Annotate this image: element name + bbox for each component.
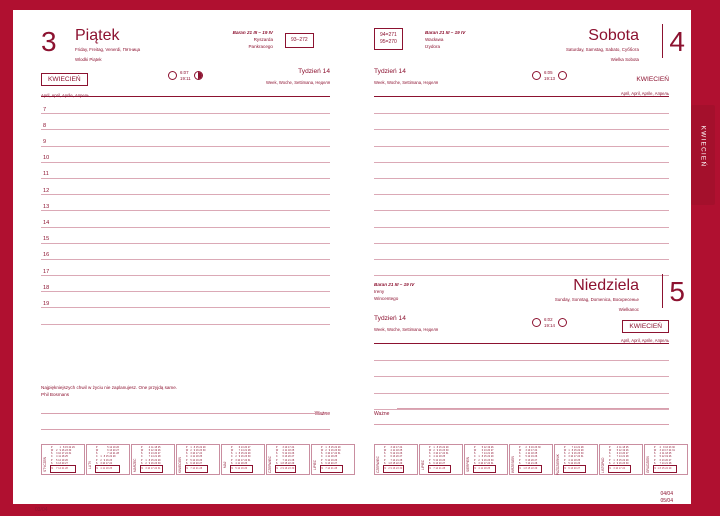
right-sunrise: 6:05	[544, 70, 553, 75]
right-day-name-langs: Saturday, Samstag, Sabato, Cуббота	[565, 47, 639, 52]
quote-text: Najpiękniejszych chwil w życiu nie zaplanujesz. One przyjdą same.	[41, 385, 178, 390]
left-week-block	[266, 68, 330, 85]
calendar-month: KWIECIEŃ P 1 8 15 22 29 W 2 9 16 23 30 Ś 3 10 17 24 C 4 11 18 25 P 5 12 19 26 S 6 13 20 27 N 7 14 21 28	[176, 444, 220, 475]
right-page-number: 04/04 05/04	[660, 491, 673, 504]
right-week-langs: Week, Woche, Settimana, Неделя	[374, 80, 439, 85]
left-day-name: Piątek	[75, 27, 120, 44]
left-important-line-2[interactable]	[41, 429, 330, 430]
note-row[interactable]	[374, 345, 669, 361]
note-row[interactable]	[374, 130, 669, 146]
left-sunrise: 6:07	[180, 70, 189, 75]
right-bottom-sunrise: 6:02	[544, 317, 553, 322]
left-day-name-langs: Friday, Freitag, Venerdi, Пятница	[75, 47, 141, 52]
note-row[interactable]	[374, 260, 669, 276]
right-note-list-top	[374, 98, 669, 276]
calendar-grid: P 2 9 16 23 30 W 3 10 17 24 Ś 4 11 18 25 C 5 12 19 26 P 6 13 20 27 S 7 14 21 28 N 1 8 15 22 29	[518, 446, 551, 473]
calendar-grid: P 3 10 17 24 W 4 11 18 25 Ś 5 12 19 26 C 6 13 20 27 P 7 14 21 28 S 1 8 15 22 29 N 2 9 16 23 30	[383, 446, 416, 473]
right-page	[352, 10, 691, 504]
right-bottom-day-number: 5	[669, 276, 685, 307]
note-row[interactable]	[374, 377, 669, 393]
left-page-number: 03/04	[35, 507, 48, 513]
right-bottom-week-label: Tydzień 14	[374, 315, 406, 322]
hour-row[interactable]: 14	[41, 211, 330, 227]
left-header-divider	[41, 96, 330, 97]
note-row[interactable]	[374, 163, 669, 179]
right-month-block	[621, 68, 669, 96]
month-tab-label: KWIECIEŃ	[699, 125, 707, 168]
right-bottom-zodiac: Baran 21 III – 19 IV	[374, 282, 415, 287]
left-quote-block	[41, 385, 330, 399]
right-nameday-2: Izydora	[425, 43, 441, 49]
right-bottom-nameday-1: Ireny	[374, 288, 385, 294]
right-name-days-label: Wielka Sobota	[610, 56, 639, 62]
hour-row[interactable]: 16	[41, 244, 330, 260]
note-row[interactable]	[374, 179, 669, 195]
left-page	[13, 10, 352, 513]
note-row[interactable]	[41, 308, 330, 324]
calendar-grid: P 5 12 19 26 W 6 13 20 27 Ś 7 14 21 28 C 1 8 15 22 29 P 2 9 16 23 30 S 3 10 17 24 31 N 4 11 18 25	[473, 446, 506, 473]
calendar-month: GRUDZIEŃ P 2 9 16 23 30 W 3 10 17 24 31 Ś 4 11 18 25 C 5 12 19 26 P 6 13 20 27 S 7 14 21 28 N 1 8 15 22 29	[644, 444, 688, 475]
hour-row[interactable]: 17	[41, 260, 330, 276]
calendar-grid: P 4 11 18 25 W 5 12 19 26 Ś 6 13 20 27 C 7 14 21 28 P 1 8 15 22 29 S 2 9 16 23 30 N 3 10 17 24 31	[140, 446, 173, 473]
right-note-list-bottom	[374, 345, 669, 410]
left-sun-moon-icons	[168, 70, 203, 82]
right-sun-moon-icons	[532, 70, 567, 82]
hour-row[interactable]: 12	[41, 179, 330, 195]
left-zodiac-block	[195, 30, 273, 51]
calendar-month: LIPIEC P 1 8 15 22 29 W 2 9 16 23 30 Ś 3 10 17 24 31 C 4 11 18 25 P 5 12 19 26 S 6 13 20 27 N 7 14 21 28	[419, 444, 463, 475]
note-row[interactable]	[374, 228, 669, 244]
calendar-month: CZERWIEC P 3 10 17 24 W 4 11 18 25 Ś 5 12 19 26 C 6 13 20 27 P 7 14 21 28 S 1 8 15 22 29 N 2 9 16 23 30	[266, 444, 310, 475]
left-month-label: KWIECIEŃ	[41, 73, 88, 86]
hour-row[interactable]: 19	[41, 292, 330, 308]
planner-paper	[13, 10, 691, 513]
hour-row[interactable]: 9	[41, 130, 330, 146]
left-zodiac: Baran 21 III – 19 IV	[232, 30, 273, 35]
calendar-grid: P 1 8 15 22 29 W 2 9 16 23 30 Ś 3 10 17 24 31 C 4 11 18 25 P 5 12 19 26 S 6 13 20 27 N 7 14 21 28	[320, 446, 353, 473]
right-bottom-nameday-2: Wincentego	[374, 295, 399, 301]
calendar-month: SIERPIEŃ P 5 12 19 26 W 6 13 20 27 Ś 7 14 21 28 C 1 8 15 22 29 P 2 9 16 23 30 S 3 10 17 24 31 N 4 11 18 25	[464, 444, 508, 475]
left-month-langs: April, April, Aprile, Апрель	[41, 93, 90, 98]
right-bottom-day-divider	[662, 274, 663, 308]
right-important-line-1[interactable]	[397, 408, 669, 409]
calendar-month: MARZEC P 4 11 18 25 W 5 12 19 26 Ś 6 13 20 27 C 7 14 21 28 P 1 8 15 22 29 S 2 9 16 23 30 N 3 10 17 24 31	[131, 444, 175, 475]
right-day-name-block	[464, 28, 639, 64]
calendar-month: STYCZEŃ P 1 8 15 22 29 W 2 9 16 23 30 Ś 3 10 17 24 31 C 4 11 18 25 P 5 12 19 26 S 6 13 20 27 N 7 14 21 28	[41, 444, 85, 475]
note-row[interactable]	[374, 147, 669, 163]
calendar-grid: P 1 8 15 22 29 W 2 9 16 23 30 Ś 3 10 17 24 C 4 11 18 25 P 5 12 19 26 S 6 13 20 27 N 7 14 21 28	[185, 446, 218, 473]
right-day-divider	[662, 24, 663, 58]
calendar-month: CZERWIEC P 3 10 17 24 W 4 11 18 25 Ś 5 12 19 26 C 6 13 20 27 P 7 14 21 28 S 1 8 15 22 29 N 2 9 16 23 30	[374, 444, 418, 475]
calendar-grid: P 6 13 20 27 W 7 14 21 28 Ś 1 8 15 22 29 C 2 9 16 23 30 P 3 10 17 24 31 S 4 11 18 25 N 5 12 19 26	[230, 446, 263, 473]
right-important-label: Ważne	[374, 411, 390, 417]
right-bottom-month-langs: April, April, Aprile, Апрель	[620, 338, 669, 343]
right-zodiac: Baran 21 III – 19 IV	[425, 30, 466, 35]
hour-row[interactable]: 8	[41, 114, 330, 130]
left-hour-list	[41, 98, 330, 325]
right-week-block	[374, 68, 438, 85]
right-day-count-bottom: 95=270	[380, 38, 397, 45]
calendar-month: WRZESIEŃ P 2 9 16 23 30 W 3 10 17 24 Ś 4 11 18 25 C 5 12 19 26 P 6 13 20 27 S 7 14 21 28 N 1 8 15 22 29	[509, 444, 553, 475]
right-nameday-1: Wacława	[425, 36, 444, 42]
note-row[interactable]	[374, 195, 669, 211]
right-bottom-sun-moon-icons	[532, 317, 567, 329]
calendar-month: LUTY P 5 12 19 26 W 6 13 20 27 Ś 7 14 21 28 C 1 8 15 22 29 P 2 9 16 23 S 3 10 17 24 N 4 11 18 25	[86, 444, 130, 475]
calendar-grid: P 4 11 18 25 W 5 12 19 26 Ś 6 13 20 27 C 7 14 21 28 P 1 8 15 22 29 S 2 9 16 23 30 N 3 10 17 24	[608, 446, 641, 473]
right-month-label: KWIECIEŃ	[636, 76, 669, 83]
left-nameday-2: Pankracego	[248, 43, 273, 49]
right-bottom-name-days-label: Wielkanoc	[618, 306, 639, 312]
right-day-number: 4	[669, 26, 685, 57]
right-week-label: Tydzień 14	[374, 68, 406, 75]
calendar-grid: P 7 14 21 28 W 1 8 15 22 29 Ś 2 9 16 23 30 C 3 10 17 24 31 P 4 11 18 25 S 5 12 19 26 N 6 13 20 27	[563, 446, 596, 473]
calendar-grid: P 3 10 17 24 W 4 11 18 25 Ś 5 12 19 26 C 6 13 20 27 P 7 14 21 28 S 1 8 15 22 29 N 2 9 16 23 30	[275, 446, 308, 473]
note-row[interactable]	[374, 98, 669, 114]
calendar-grid: P 1 8 15 22 29 W 2 9 16 23 30 Ś 3 10 17 24 31 C 4 11 18 25 P 5 12 19 26 S 6 13 20 27 N 7 14 21 28	[428, 446, 461, 473]
left-week-label: Tydzień 14	[298, 68, 330, 75]
left-day-number: 3	[41, 26, 57, 57]
sun-icon	[532, 318, 541, 327]
calendar-month: LISTOPAD P 4 11 18 25 W 5 12 19 26 Ś 6 13 20 27 C 7 14 21 28 P 1 8 15 22 29 S 2 9 16 23 30 N 3 10 17 24	[599, 444, 643, 475]
right-month-langs: April, April, Aprile, Апрель	[620, 91, 669, 96]
calendar-grid: P 5 12 19 26 W 6 13 20 27 Ś 7 14 21 28 C 1 8 15 22 29 P 2 9 16 23 S 3 10 17 24 N 4 11 18 25	[95, 446, 128, 473]
left-day-name-block	[75, 28, 185, 64]
right-bottom-divider	[374, 343, 669, 344]
hour-row[interactable]: 13	[41, 195, 330, 211]
month-tab-kwiecien[interactable]	[691, 105, 715, 205]
right-bottom-week-block	[374, 315, 438, 332]
note-row[interactable]	[374, 244, 669, 260]
moon-icon	[558, 318, 567, 327]
right-bottom-day-name-block	[449, 278, 639, 314]
moon-icon	[194, 71, 203, 80]
right-day-name: Sobota	[588, 27, 639, 44]
right-day-count-top: 94=271	[380, 32, 397, 38]
right-bottom-sunset: 19:14	[544, 322, 555, 328]
note-row[interactable]	[374, 211, 669, 227]
sun-icon	[532, 71, 541, 80]
hour-row[interactable]: 7	[41, 98, 330, 114]
calendar-grid: P 1 8 15 22 29 W 2 9 16 23 30 Ś 3 10 17 24 31 C 4 11 18 25 P 5 12 19 26 S 6 13 20 27 N 7 14 21 28	[50, 446, 83, 473]
note-row[interactable]	[374, 114, 669, 130]
right-sunset: 19:13	[544, 75, 555, 81]
hour-row[interactable]: 11	[41, 163, 330, 179]
left-year-calendar	[41, 444, 355, 475]
hour-row[interactable]: 10	[41, 147, 330, 163]
left-week-langs: Week, Woche, Settimana, Неделя	[265, 80, 330, 85]
calendar-month: MAJ P 6 13 20 27 W 7 14 21 28 Ś 1 8 15 22 29 C 2 9 16 23 30 P 3 10 17 24 31 S 4 11 18 25 N 5 12 19 26	[221, 444, 265, 475]
calendar-grid: P 2 9 16 23 30 W 3 10 17 24 31 Ś 4 11 18 25 C 5 12 19 26 P 6 13 20 27 S 7 14 21 28 N 1 8 15 22 29	[653, 446, 686, 473]
right-bottom-day-name-langs: Sunday, Sonntag, Domenica, Воскресенье	[554, 297, 639, 302]
calendar-month: LIPIEC P 1 8 15 22 29 W 2 9 16 23 30 Ś 3 10 17 24 31 C 4 11 18 25 P 5 12 19 26 S 6 13 20 27 N 7 14 21 28	[311, 444, 355, 475]
left-nameday-1: Ryszarda	[253, 36, 273, 42]
right-bottom-week-langs: Week, Woche, Settimana, Неделя	[374, 327, 439, 332]
right-important-line-2[interactable]	[374, 424, 669, 425]
left-important-line-1[interactable]	[41, 413, 330, 414]
quote-author: Phil Bosmans	[41, 391, 70, 397]
left-important-label: Ważne	[314, 411, 330, 417]
right-bottom-day-name: Niedziela	[573, 277, 639, 294]
right-bottom-month-label: KWIECIEŃ	[622, 320, 669, 333]
note-row[interactable]	[374, 361, 669, 377]
moon-icon	[558, 71, 567, 80]
right-year-calendar	[374, 444, 688, 475]
hour-row[interactable]: 15	[41, 228, 330, 244]
hour-row[interactable]: 18	[41, 276, 330, 292]
right-header-divider	[374, 96, 669, 97]
left-day-count-box	[285, 28, 314, 48]
calendar-month: PAŹDZIERNIK P 7 14 21 28 W 1 8 15 22 29 Ś 2 9 16 23 30 C 3 10 17 24 31 P 4 11 18 25 S 5 12 19 26 N 6 13 20 27	[554, 444, 598, 475]
right-bottom-month-block	[621, 315, 669, 343]
sun-icon	[168, 71, 177, 80]
left-day-count: 93–272	[285, 33, 314, 48]
left-sunset: 19:11	[180, 75, 191, 81]
left-name-days-label: Wlodki Piątek	[75, 56, 102, 62]
two-page-spread	[13, 10, 691, 513]
right-day-count-box	[374, 28, 403, 50]
